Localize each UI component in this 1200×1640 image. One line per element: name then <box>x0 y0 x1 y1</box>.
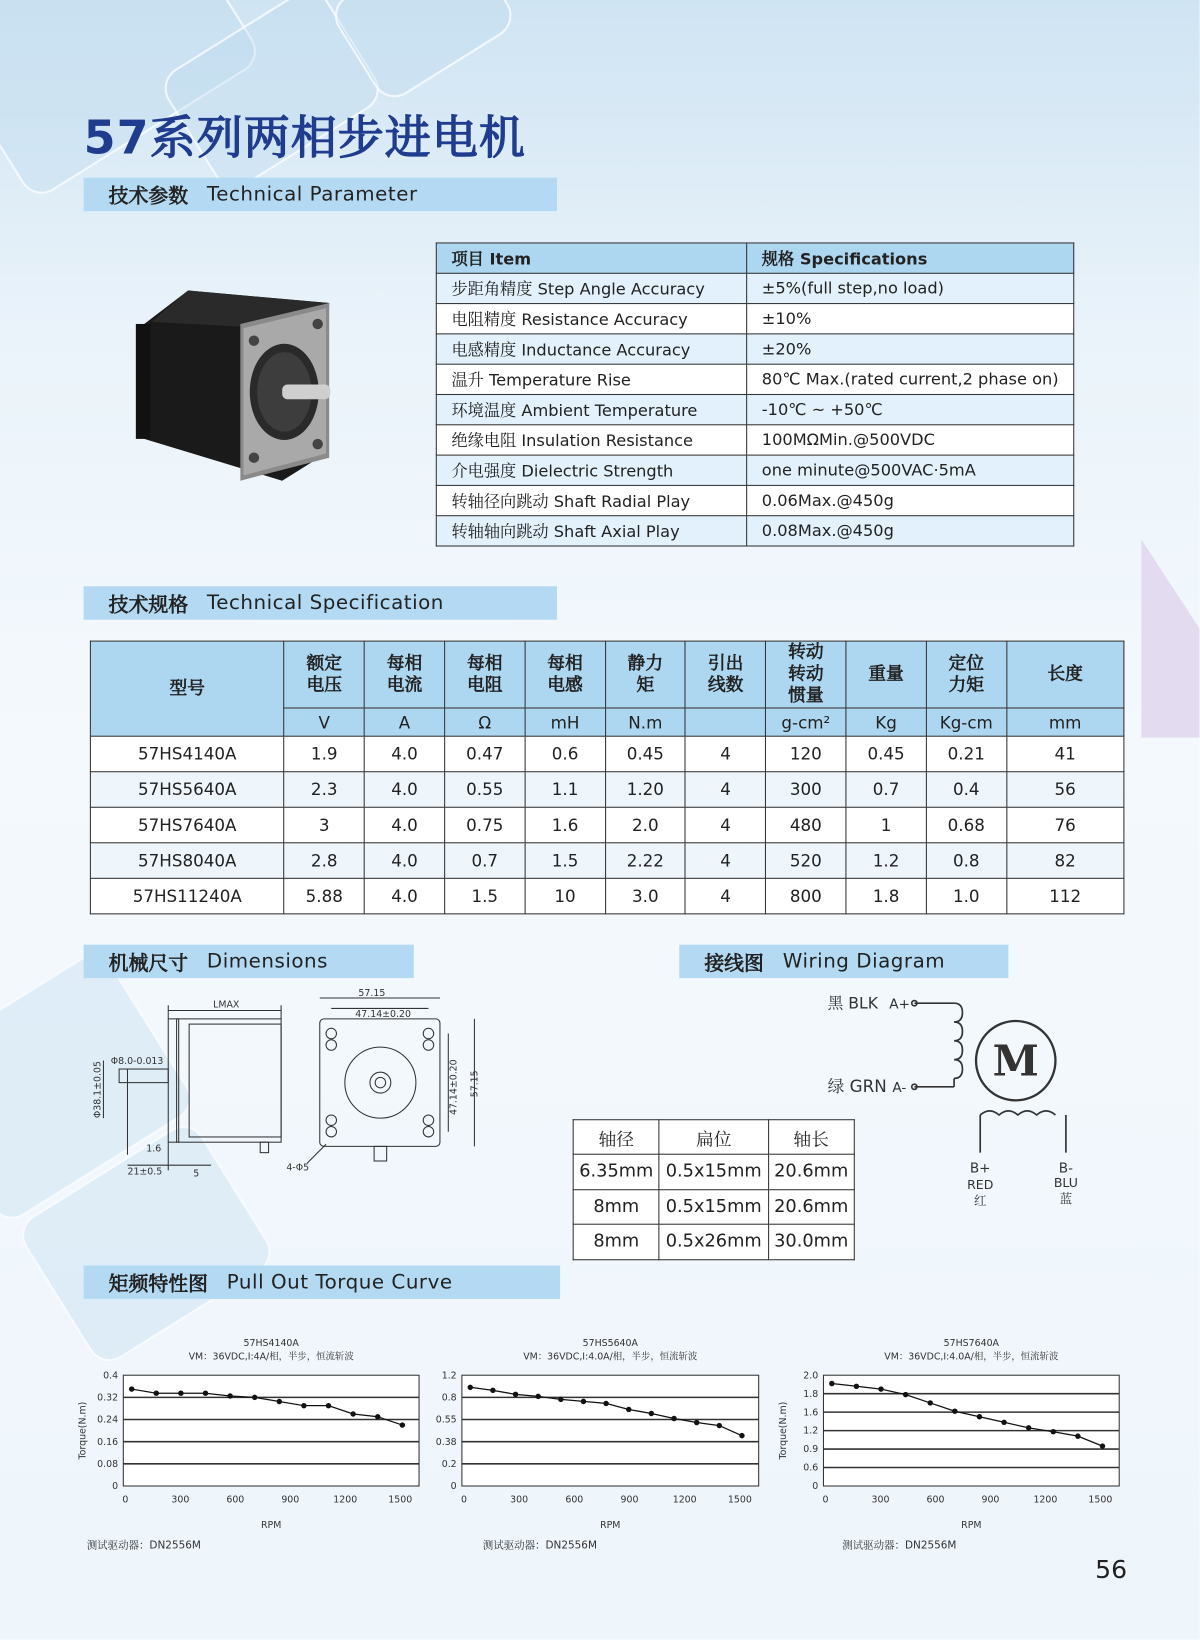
spec-cell: 1.5 <box>525 843 605 879</box>
chart-data-point <box>603 1401 608 1406</box>
page-title: 57系列两相步进电机 <box>83 111 526 166</box>
section-header-wiring: 接线图 Wiring Diagram <box>679 945 1008 978</box>
spec-cell: 520 <box>766 843 846 879</box>
chart-y-tick: 0 <box>812 1481 819 1493</box>
shaft-table <box>573 1119 855 1260</box>
param-value: 100MΩMin.@500VDC <box>747 425 1074 455</box>
wire-a-minus-label: A- <box>892 1080 907 1097</box>
param-item: 转轴径向跳动 Shaft Radial Play <box>436 485 746 515</box>
chart-x-tick: 600 <box>565 1494 584 1506</box>
spec-cell: 300 <box>766 772 846 808</box>
page-number: 56 <box>1095 1554 1128 1585</box>
chart-data-point <box>468 1385 473 1390</box>
spec-unit: N.m <box>605 708 685 736</box>
chart-title: 57HS4140A <box>243 1337 299 1349</box>
chart-xlabel: RPM <box>961 1519 982 1531</box>
chart-ylabel: Torque(N.m) <box>77 1401 89 1460</box>
chart-x-tick: 600 <box>226 1494 245 1506</box>
param-row <box>436 394 1073 424</box>
spec-header: 重量 <box>846 641 926 708</box>
chart-x-tick: 0 <box>822 1494 829 1506</box>
chart-y-tick: 0.32 <box>97 1392 119 1404</box>
chart-data-point <box>513 1392 518 1397</box>
param-row <box>436 304 1073 334</box>
spec-row <box>90 843 1124 879</box>
spec-cell: 1 <box>846 807 926 843</box>
wire-b-plus-label: B+ <box>969 1160 991 1177</box>
chart-y-tick: 1.2 <box>803 1425 819 1437</box>
chart-subtitle: VM：36VDC,I:4.0A/相，半步，恒流斩波 <box>884 1351 1059 1363</box>
chart-subtitle: VM：36VDC,I:4.0A/相，半步，恒流斩波 <box>523 1351 698 1363</box>
spec-cell: 2.22 <box>605 843 685 879</box>
chart-ylabel: Torque(N.m) <box>777 1401 789 1460</box>
chart-plot-area <box>462 1375 759 1486</box>
dim-width-outer: 57.15 <box>358 987 386 999</box>
spec-cell: 1.1 <box>525 772 605 808</box>
param-item: 温升 Temperature Rise <box>436 364 746 394</box>
param-item: 介电强度 Dielectric Strength <box>436 455 746 485</box>
dim-height-outer: 57.15 <box>469 1070 481 1098</box>
chart-data-point <box>977 1414 982 1419</box>
spec-cell: 800 <box>766 878 846 914</box>
param-item: 绝缘电阻 Insulation Resistance <box>436 425 746 455</box>
chart-data-point <box>1001 1420 1006 1425</box>
param-row <box>436 334 1073 364</box>
param-row <box>436 273 1073 303</box>
param-item: 步距角精度 Step Angle Accuracy <box>436 273 746 303</box>
spec-cell: 2.8 <box>284 843 364 879</box>
spec-cell: 1.0 <box>926 878 1006 914</box>
spec-unit: A <box>364 708 444 736</box>
dim-shaft-dia: Φ8.0-0.013 <box>110 1055 164 1067</box>
chart-y-tick: 0.08 <box>97 1458 119 1470</box>
spec-cell: 82 <box>1006 843 1123 879</box>
wire-b-minus-label: B- <box>1058 1160 1074 1177</box>
shaft-cell: 8mm <box>573 1224 659 1259</box>
spec-cell: 1.8 <box>846 878 926 914</box>
spec-unit <box>685 708 765 736</box>
technical-parameter-table <box>436 242 1074 546</box>
dim-pilot-len: 1.6 <box>146 1143 162 1155</box>
section-header-spec: 技术规格 Technical Specification <box>84 586 557 619</box>
param-item: 环境温度 Ambient Temperature <box>436 394 746 424</box>
spec-cell: 56 <box>1006 772 1123 808</box>
spec-cell: 5.88 <box>284 878 364 914</box>
spec-cell: 4.0 <box>364 807 444 843</box>
section-header-torque: 矩频特性图 Pull Out Torque Curve <box>84 1265 561 1298</box>
param-value: 0.08Max.@450g <box>747 516 1074 546</box>
chart-x-tick: 0 <box>122 1494 129 1506</box>
wire-red-cn-label: 红 <box>973 1192 987 1208</box>
dim-shaft-len: 21±0.5 <box>127 1166 163 1178</box>
spec-cell: 4.0 <box>364 878 444 914</box>
spec-unit: mm <box>1006 708 1123 736</box>
spec-cell: 0.7 <box>445 843 525 879</box>
chart-data-point <box>375 1414 380 1419</box>
param-item: 转轴轴向跳动 Shaft Axial Play <box>436 516 746 546</box>
spec-cell: 4 <box>685 807 765 843</box>
param-header-spec: 规格 Specifications <box>747 243 1074 273</box>
chart-data-point <box>326 1403 331 1408</box>
chart-y-tick: 0.16 <box>97 1436 119 1448</box>
wire-red-label: RED <box>967 1177 994 1193</box>
spec-row <box>90 772 1124 808</box>
chart-data-point <box>717 1423 722 1428</box>
spec-cell: 0.21 <box>926 736 1006 772</box>
chart-data-point <box>400 1422 405 1427</box>
shaft-cell: 6.35mm <box>573 1154 659 1189</box>
spec-header: 转动转动惯量 <box>766 641 846 708</box>
dim-width-inner: 47.14±0.20 <box>355 1008 411 1020</box>
shaft-cell: 30.0mm <box>768 1224 854 1259</box>
spec-cell: 3 <box>284 807 364 843</box>
chart-3-note: 测试驱动器：DN2556M <box>842 1540 957 1552</box>
technical-specification-table <box>90 641 1125 915</box>
param-row <box>436 455 1073 485</box>
chart-data-point <box>252 1395 257 1400</box>
chart-y-tick: 0.6 <box>803 1462 819 1474</box>
chart-data-point <box>490 1388 495 1393</box>
chart-data-point <box>1051 1429 1056 1434</box>
spec-cell: 1.9 <box>284 736 364 772</box>
shaft-header: 轴径 <box>573 1120 659 1154</box>
chart-data-point <box>350 1411 355 1416</box>
spec-cell: 4 <box>685 772 765 808</box>
param-value: ±20% <box>747 334 1074 364</box>
wire-blu-label: BLU <box>1053 1175 1078 1191</box>
spec-header: 每相电阻 <box>445 641 525 708</box>
chart-data-point <box>154 1391 159 1396</box>
spec-cell: 120 <box>766 736 846 772</box>
dim-pilot: Φ38.1±0.05 <box>92 1061 104 1119</box>
spec-row <box>90 736 1124 772</box>
param-value: ±10% <box>747 304 1074 334</box>
wire-blu-cn-label: 蓝 <box>1059 1190 1073 1206</box>
section-header-dimensions: 机械尺寸 Dimensions <box>84 945 414 978</box>
chart-title: 57HS7640A <box>943 1337 999 1349</box>
chart-data-point <box>277 1399 282 1404</box>
chart-y-tick: 0.4 <box>103 1370 119 1382</box>
shaft-cell: 20.6mm <box>768 1189 854 1224</box>
side-tab <box>1141 539 1200 738</box>
chart-y-tick: 0.2 <box>441 1458 457 1470</box>
spec-cell: 41 <box>1006 736 1123 772</box>
spec-cell: 4.0 <box>364 843 444 879</box>
spec-cell: 4 <box>685 843 765 879</box>
spec-cell: 4 <box>685 736 765 772</box>
chart-x-tick: 600 <box>926 1494 945 1506</box>
param-value: 0.06Max.@450g <box>747 485 1074 515</box>
shaft-row <box>573 1189 854 1224</box>
spec-cell: 4.0 <box>364 736 444 772</box>
section-header-param: 技术参数 Technical Parameter <box>84 178 557 211</box>
torque-chart-3 <box>773 1333 1134 1552</box>
chart-data-point <box>829 1381 834 1386</box>
shaft-cell: 20.6mm <box>768 1154 854 1189</box>
spec-cell: 480 <box>766 807 846 843</box>
spec-model: 57HS8040A <box>90 843 284 879</box>
wire-a-plus-label: A+ <box>889 996 910 1013</box>
spec-cell: 0.47 <box>445 736 525 772</box>
chart-data-point <box>203 1391 208 1396</box>
spec-cell: 1.20 <box>605 772 685 808</box>
chart-y-tick: 1.8 <box>803 1388 819 1400</box>
spec-cell: 1.2 <box>846 843 926 879</box>
chart-y-tick: 0.38 <box>435 1436 457 1448</box>
torque-chart-2 <box>428 1333 773 1552</box>
spec-model: 57HS4140A <box>90 736 284 772</box>
param-value: -10℃ ~ +50℃ <box>747 394 1074 424</box>
chart-subtitle: VM：36VDC,I:4A/相，半步，恒流斩波 <box>188 1351 354 1363</box>
chart-data-point <box>694 1420 699 1425</box>
spec-row <box>90 878 1124 914</box>
spec-cell: 0.75 <box>445 807 525 843</box>
dim-height-inner: 47.14±0.20 <box>448 1059 460 1116</box>
chart-x-tick: 300 <box>171 1494 190 1506</box>
wire-blk-label: 黑 BLK <box>827 993 879 1013</box>
chart-data-point <box>129 1386 134 1391</box>
chart-x-tick: 1500 <box>388 1494 413 1506</box>
chart-x-tick: 1500 <box>727 1494 752 1506</box>
spec-cell: 1.5 <box>445 878 525 914</box>
chart-data-point <box>739 1433 744 1438</box>
chart-data-point <box>928 1400 933 1405</box>
spec-model: 57HS11240A <box>90 878 284 914</box>
spec-header-model: 型号 <box>90 641 284 736</box>
chart-data-point <box>535 1394 540 1399</box>
wiring-diagram <box>815 988 1087 1213</box>
chart-y-tick: 0.8 <box>441 1392 457 1404</box>
chart-x-tick: 1500 <box>1088 1494 1113 1506</box>
dim-step: 5 <box>193 1168 200 1180</box>
chart-y-tick: 1.2 <box>441 1370 457 1382</box>
chart-data-point <box>581 1399 586 1404</box>
dim-holes: 4-Φ5 <box>286 1162 310 1174</box>
shaft-cell: 8mm <box>573 1189 659 1224</box>
spec-cell: 0.45 <box>605 736 685 772</box>
spec-header: 额定电压 <box>284 641 364 708</box>
spec-header: 长度 <box>1006 641 1123 708</box>
chart-x-tick: 0 <box>460 1494 467 1506</box>
chart-y-tick: 0 <box>450 1481 457 1493</box>
spec-header: 每相电流 <box>364 641 444 708</box>
shaft-cell: 0.5x15mm <box>659 1154 768 1189</box>
chart-xlabel: RPM <box>261 1519 282 1531</box>
torque-chart-1 <box>73 1333 434 1552</box>
chart-y-tick: 0.24 <box>97 1414 119 1426</box>
chart-data-point <box>952 1409 957 1414</box>
param-item: 电感精度 Inductance Accuracy <box>436 334 746 364</box>
chart-data-point <box>626 1407 631 1412</box>
spec-cell: 10 <box>525 878 605 914</box>
chart-2-note: 测试驱动器：DN2556M <box>482 1540 597 1552</box>
spec-header: 引出线数 <box>685 641 765 708</box>
param-item: 电阻精度 Resistance Accuracy <box>436 304 746 334</box>
spec-cell: 4.0 <box>364 772 444 808</box>
spec-unit: Ω <box>445 708 525 736</box>
spec-cell: 0.4 <box>926 772 1006 808</box>
spec-cell: 2.3 <box>284 772 364 808</box>
spec-model: 57HS7640A <box>90 807 284 843</box>
spec-cell: 112 <box>1006 878 1123 914</box>
chart-data-point <box>878 1386 883 1391</box>
chart-data-point <box>1100 1443 1105 1448</box>
shaft-header: 扁位 <box>659 1120 768 1154</box>
chart-data-point <box>854 1384 859 1389</box>
spec-unit: g-cm² <box>766 708 846 736</box>
spec-cell: 0.6 <box>525 736 605 772</box>
dimensions-drawing <box>88 988 506 1181</box>
spec-cell: 0.45 <box>846 736 926 772</box>
shaft-cell: 0.5x15mm <box>659 1189 768 1224</box>
spec-model: 57HS5640A <box>90 772 284 808</box>
chart-x-tick: 900 <box>981 1494 1000 1506</box>
spec-unit: mH <box>525 708 605 736</box>
spec-cell: 2.0 <box>605 807 685 843</box>
param-row <box>436 364 1073 394</box>
param-value: ±5%(full step,no load) <box>747 273 1074 303</box>
param-row <box>436 485 1073 515</box>
chart-x-tick: 900 <box>281 1494 300 1506</box>
chart-x-tick: 1200 <box>672 1494 697 1506</box>
shaft-header: 轴长 <box>768 1120 854 1154</box>
motor-photo <box>125 282 344 491</box>
chart-title: 57HS5640A <box>582 1337 638 1349</box>
chart-x-tick: 1200 <box>333 1494 358 1506</box>
spec-unit: V <box>284 708 364 736</box>
spec-cell: 0.8 <box>926 843 1006 879</box>
chart-x-tick: 300 <box>510 1494 529 1506</box>
spec-unit: Kg <box>846 708 926 736</box>
wire-grn-label: 绿 GRN <box>827 1076 887 1097</box>
spec-row <box>90 807 1124 843</box>
shaft-cell: 0.5x26mm <box>659 1224 768 1259</box>
spec-cell: 1.6 <box>525 807 605 843</box>
chart-xlabel: RPM <box>600 1519 621 1531</box>
param-row <box>436 516 1073 546</box>
chart-y-tick: 0.9 <box>803 1444 819 1456</box>
shaft-row <box>573 1154 854 1189</box>
spec-cell: 76 <box>1006 807 1123 843</box>
chart-data-point <box>1026 1425 1031 1430</box>
chart-data-point <box>301 1403 306 1408</box>
param-value: 80℃ Max.(rated current,2 phase on) <box>747 364 1074 394</box>
chart-x-tick: 900 <box>620 1494 639 1506</box>
chart-y-tick: 2.0 <box>803 1370 819 1382</box>
param-row <box>436 425 1073 455</box>
spec-cell: 0.68 <box>926 807 1006 843</box>
chart-y-tick: 0 <box>112 1481 119 1493</box>
dim-lmax: LMAX <box>213 999 240 1011</box>
chart-data-point <box>558 1397 563 1402</box>
chart-plot-area <box>123 1375 419 1486</box>
chart-data-point <box>671 1416 676 1421</box>
spec-cell: 0.7 <box>846 772 926 808</box>
chart-data-point <box>178 1391 183 1396</box>
spec-unit: Kg-cm <box>926 708 1006 736</box>
spec-cell: 4 <box>685 878 765 914</box>
chart-data-point <box>1075 1433 1080 1438</box>
chart-y-tick: 1.6 <box>803 1407 819 1419</box>
spec-cell: 0.55 <box>445 772 525 808</box>
chart-data-point <box>903 1392 908 1397</box>
spec-header: 静力矩 <box>605 641 685 708</box>
spec-header: 定位力矩 <box>926 641 1006 708</box>
motor-symbol: M <box>992 1036 1039 1086</box>
chart-x-tick: 300 <box>871 1494 890 1506</box>
param-value: one minute@500VAC·5mA <box>747 455 1074 485</box>
chart-data-point <box>227 1393 232 1398</box>
chart-1-note: 测试驱动器：DN2556M <box>86 1540 201 1552</box>
spec-cell: 3.0 <box>605 878 685 914</box>
chart-x-tick: 1200 <box>1033 1494 1058 1506</box>
shaft-row <box>573 1224 854 1259</box>
spec-header: 每相电感 <box>525 641 605 708</box>
chart-data-point <box>649 1411 654 1416</box>
chart-y-tick: 0.55 <box>435 1414 457 1426</box>
param-header-item: 项目 Item <box>436 243 746 273</box>
